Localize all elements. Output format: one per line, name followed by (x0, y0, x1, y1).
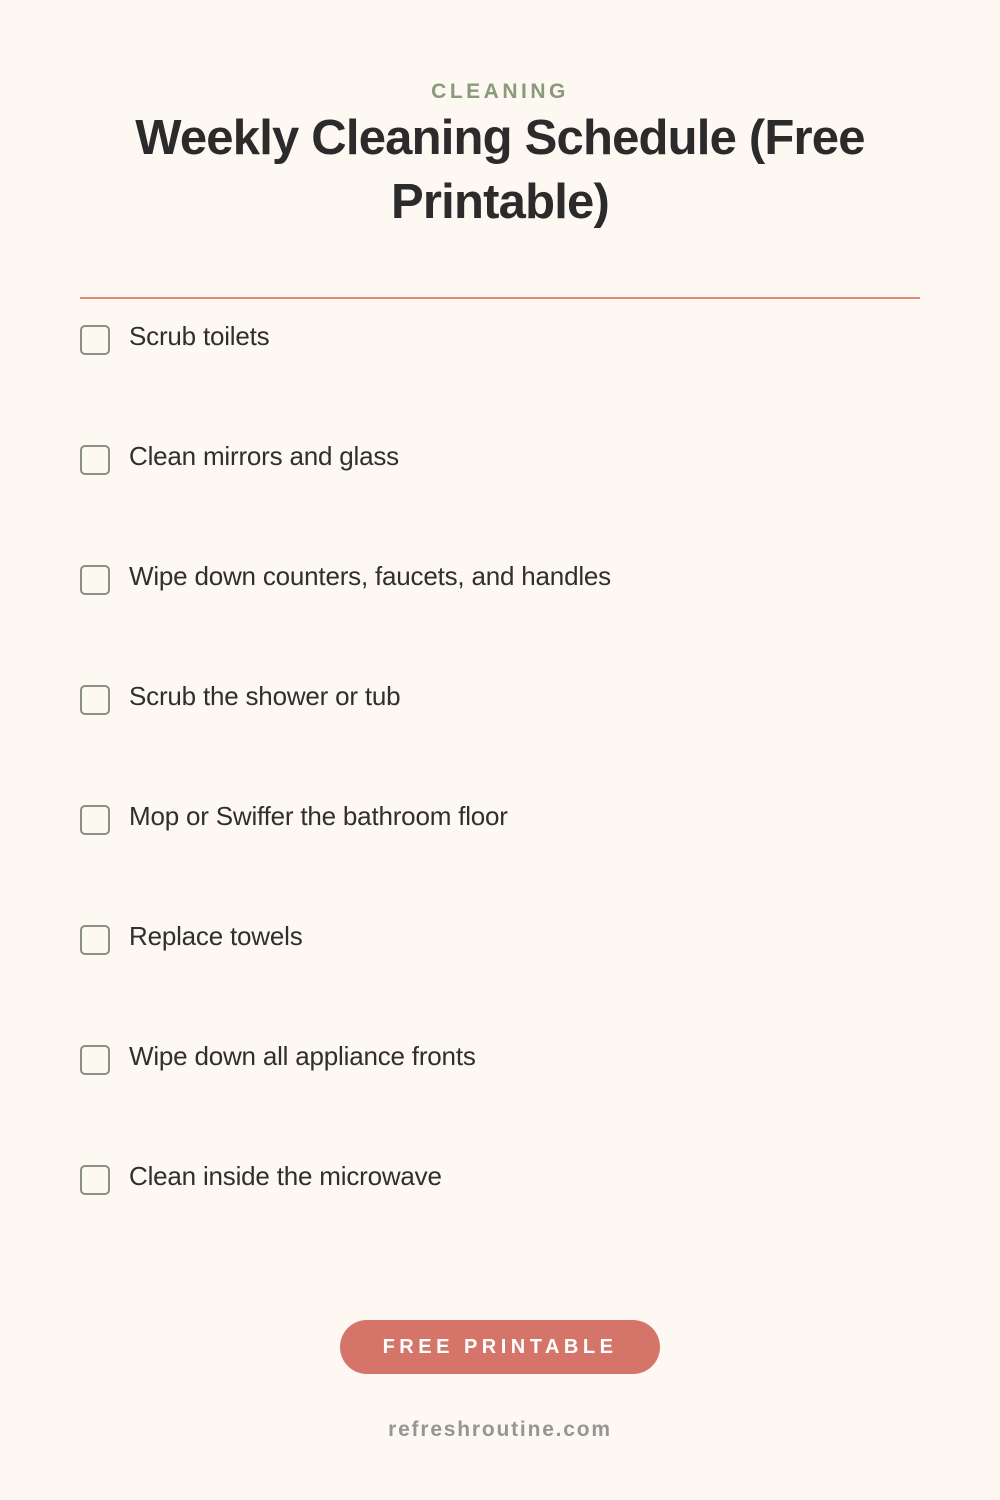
checklist-item (80, 540, 920, 660)
checklist-item (80, 420, 920, 540)
checklist-item (80, 660, 920, 780)
checkbox[interactable] (80, 685, 110, 715)
title-divider (80, 297, 920, 299)
checklist-item-label: Wipe down all appliance fronts (129, 1041, 476, 1071)
checkbox[interactable] (80, 1045, 110, 1075)
page-title: Weekly Cleaning Schedule (Free Printable) (135, 111, 865, 229)
checklist-item (80, 1140, 920, 1260)
checklist-item-label: Clean inside the microwave (129, 1161, 442, 1191)
checkbox[interactable] (80, 565, 110, 595)
checklist-item (80, 300, 920, 420)
checkbox[interactable] (80, 325, 110, 355)
checkbox[interactable] (80, 445, 110, 475)
checklist-item (80, 780, 920, 900)
site-url: refreshroutine.com (388, 1418, 612, 1441)
checkbox[interactable] (80, 805, 110, 835)
checkbox[interactable] (80, 1165, 110, 1195)
page-header (0, 78, 1000, 234)
checklist-item-label: Mop or Swiffer the bathroom floor (129, 801, 508, 831)
checklist-item (80, 1020, 920, 1140)
checklist-item (80, 900, 920, 1020)
cta-container (0, 1320, 1000, 1374)
free-printable-button[interactable]: FREE PRINTABLE (340, 1320, 660, 1374)
checklist-item-label: Scrub toilets (129, 321, 270, 351)
cleaning-checklist (80, 300, 920, 1260)
checklist-item-label: Clean mirrors and glass (129, 441, 399, 471)
checklist-item-label: Wipe down counters, faucets, and handles (129, 561, 611, 591)
category-label: CLEANING (431, 80, 569, 103)
checklist-item-label: Replace towels (129, 921, 303, 951)
checkbox[interactable] (80, 925, 110, 955)
checklist-item-label: Scrub the shower or tub (129, 681, 401, 711)
